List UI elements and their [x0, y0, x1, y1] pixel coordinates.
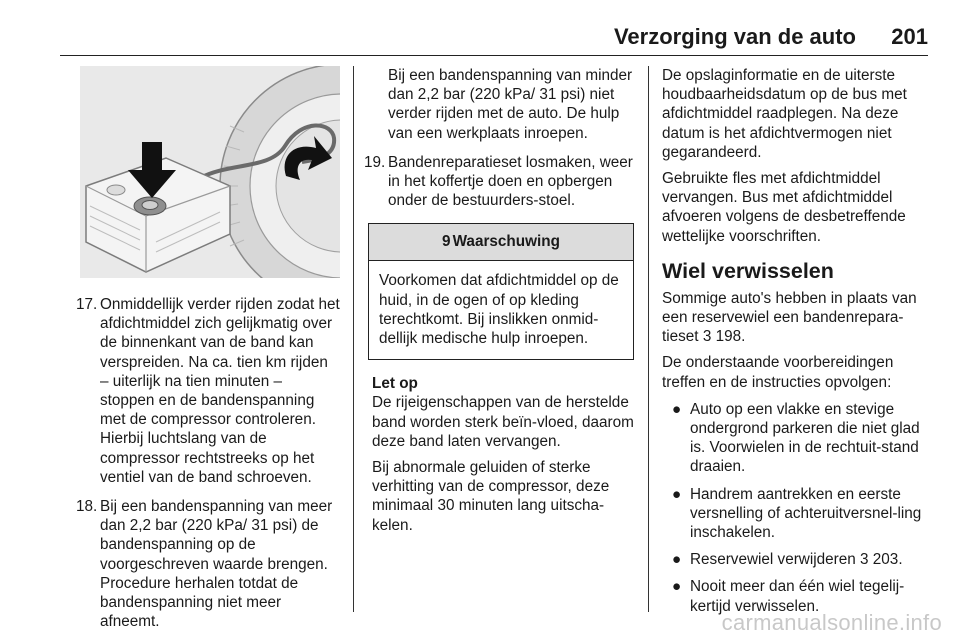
- column-3: [662, 66, 930, 616]
- bullet-icon: ●: [672, 485, 682, 503]
- step-18-continued: [364, 66, 636, 143]
- list-item-text: Reservewiel verwijderen: [690, 551, 856, 569]
- warning-header: [369, 224, 633, 261]
- note-paragraph-1: De rijeigenschappen van de herstelde band worden sterk beïn-vloed, daarom deze band laten vervangen.: [372, 394, 634, 450]
- page-number: 201: [891, 24, 928, 49]
- step-text: Bij een bandenspanning van meer dan 2,2 bar (220 kPa/ 31 psi) de bandenspanning op de voorgeschreven waarde brengen. Procedure herhalen totdat de bandenspanning niet meer afneemt.: [100, 498, 333, 631]
- page-reference[interactable]: 203.: [872, 551, 903, 569]
- page-reference-icon: 3: [702, 328, 712, 346]
- step-17: [76, 295, 340, 487]
- step-text: Onmiddellijk verder rijden zodat het afdichtmiddel zich gelijkmatig over de binnenkant van de band kan verspreiden. Na ca. tien km rijden – uiterlijk na tien minuten – stoppen en de bandenspanning met de compressor controleren. Hierbij luchtslang van de compressor rechtstreeks op het ventiel van de band schroeven.: [100, 296, 340, 486]
- warning-icon: 9: [442, 233, 451, 251]
- step-18: [76, 497, 340, 631]
- paragraph-text: Sommige auto's hebben in plaats van een reservewiel een bandenrepara-tieset: [662, 289, 917, 346]
- warning-title: Waarschuwing: [452, 233, 560, 251]
- step-number: 18.: [76, 498, 98, 516]
- column-divider-1: [353, 66, 354, 612]
- page-reference-icon: 3: [860, 551, 869, 569]
- paragraph-spare-wheel: [662, 289, 930, 347]
- paragraph-storage-info: De opslaginformatie en de uiterste houdbaarheidsdatum op de bus met afdichtmiddel raadplegen. Na deze datum is het afdichtvermogen niet gegarandeerd.: [662, 67, 907, 161]
- page-reference[interactable]: 198.: [715, 328, 746, 346]
- paragraph: Bij een bandenspanning van minder dan 2,2 bar (220 kPa/ 31 psi) niet verder rijden met de auto. De hulp van een werkplaats inroepen.: [388, 67, 633, 142]
- column-divider-2: [648, 66, 649, 612]
- step-number: 17.: [76, 296, 98, 313]
- list-item-text: Nooit meer dan één wiel tegelij-kertijd verwisselen.: [690, 578, 905, 615]
- column-2: [364, 66, 636, 535]
- step-text: Bandenreparatieset losmaken, weer in het koffertje doen en opbergen onder de bestuurders-stoel.: [388, 153, 633, 210]
- header-title: Verzorging van de auto: [613, 24, 856, 49]
- column-1: [76, 66, 340, 631]
- note-paragraph-2: Bij abnormale geluiden of sterke verhitting van de compressor, deze minimaal 30 minuten lang uitscha-kelen.: [372, 459, 610, 534]
- list-item: [662, 550, 930, 569]
- warning-box: [368, 223, 634, 360]
- compressor-tire-illustration: [80, 66, 340, 278]
- warning-text: Voorkomen dat afdichtmiddel op de huid, in de ogen of op kleding terechtkomt. Bij inslikken onmid-dellijk medische hulp inroepen.: [379, 272, 619, 348]
- list-item: [662, 400, 930, 477]
- header-rule: [60, 55, 928, 56]
- section-heading: Wiel verwisselen: [662, 258, 834, 283]
- paragraph-preparations: De onderstaande voorbereidingen treffen en de instructies opvolgen:: [662, 354, 894, 391]
- note-title: Let op: [372, 375, 418, 393]
- page-header: [60, 0, 928, 56]
- paragraph-replace-bottle: Gebruikte fles met afdichtmiddel vervangen. Bus met afdichtmiddel afvoeren volgens de desbetreffende wettelijke voorschriften.: [662, 170, 906, 245]
- list-item-text: Auto op een vlakke en stevige ondergrond parkeren die niet glad is. Voorwielen in de rechtuit-stand draaien.: [690, 400, 920, 476]
- bullet-icon: ●: [672, 578, 682, 596]
- bullet-icon: ●: [672, 551, 682, 569]
- bullet-icon: ●: [672, 400, 682, 418]
- list-item: [662, 485, 930, 543]
- step-number: 19.: [364, 153, 386, 171]
- step-19: [364, 153, 636, 211]
- list-item-text: Handrem aantrekken en eerste versnelling of achteruitversnel-ling inschakelen.: [690, 485, 922, 542]
- watermark: carmanualsonline.info: [721, 610, 942, 635]
